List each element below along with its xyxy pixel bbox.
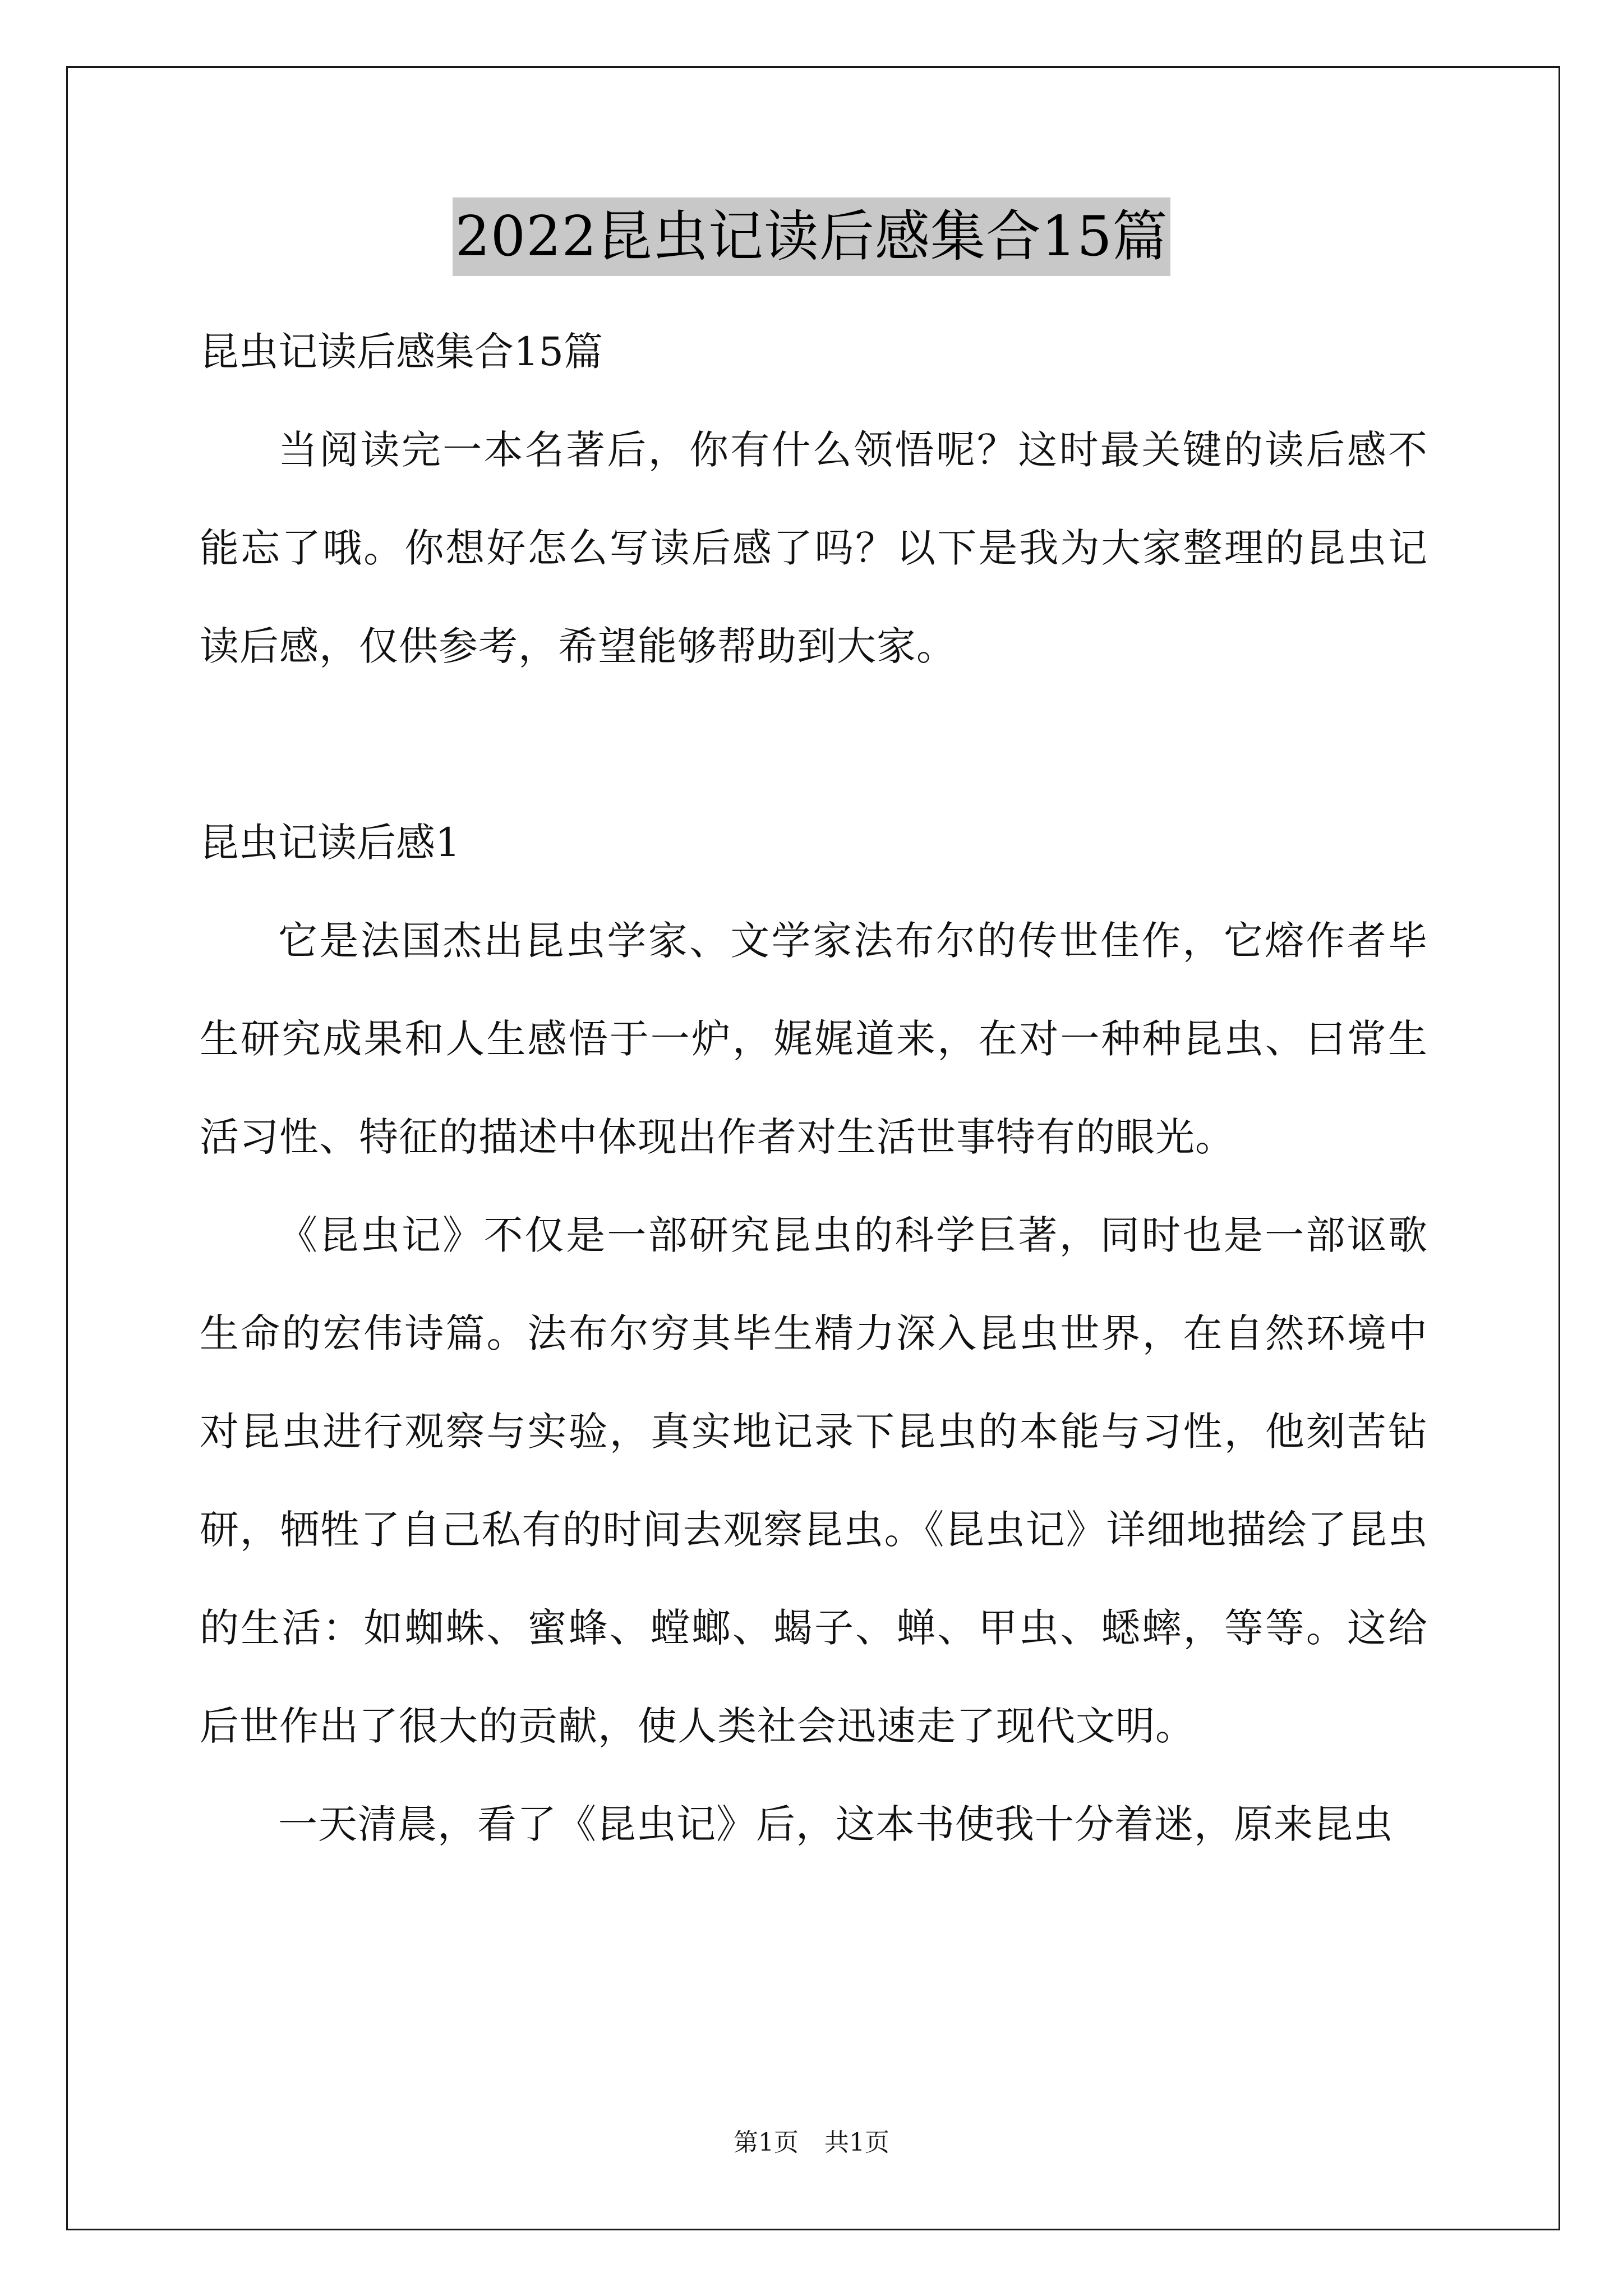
document-title: 2022昆虫记读后感集合15篇 [453,197,1170,276]
title-wrap [0,197,1623,276]
intro-paragraph: 当阅读完一本名著后，你有什么领悟呢？这时最关键的读后感不能忘了哦。你想好怎么写读后感了吗？以下是我为大家整理的昆虫记读后感，仅供参考，希望能够帮助到大家。 [200,427,1428,669]
section-heading: 昆虫记读后感1 [200,820,460,866]
body-paragraph-2: 《昆虫记》不仅是一部研究昆虫的科学巨著，同时也是一部讴歌生命的宏伟诗篇。法布尔穷其毕生精力深入昆虫世界，在自然环境中对昆虫进行观察与实验，真实地记录下昆虫的本能与习性，他刻苦钻研，牺牲了自己私有的时间去观察昆虫。《昆虫记》详细地描绘了昆虫的生活：如蜘蛛、蜜蜂、螳螂、蝎子、蝉、甲虫、蟋蟀，等等。这给后世作出了很大的贡献，使人类社会迅速走了现代文明。 [200,1212,1428,1749]
page-total: 共1页 [824,2128,889,2157]
section-spacer [200,696,1428,794]
document-subtitle: 昆虫记读后感集合15篇 [200,329,603,375]
body-paragraph-3: 一天清晨，看了《昆虫记》后，这本书使我十分着迷，原来昆虫 [278,1801,1393,1847]
body-paragraph-1: 它是法国杰出昆虫学家、文学家法布尔的传世佳作，它熔作者毕生研究成果和人生感悟于一炉，娓娓道来，在对一种种昆虫、曰常生活习性、特征的描述中体现出作者对生活世事特有的眼光。 [200,918,1428,1160]
page-footer [0,2126,1623,2160]
page-number: 第1页 [734,2128,799,2157]
document-body [200,303,1428,1874]
